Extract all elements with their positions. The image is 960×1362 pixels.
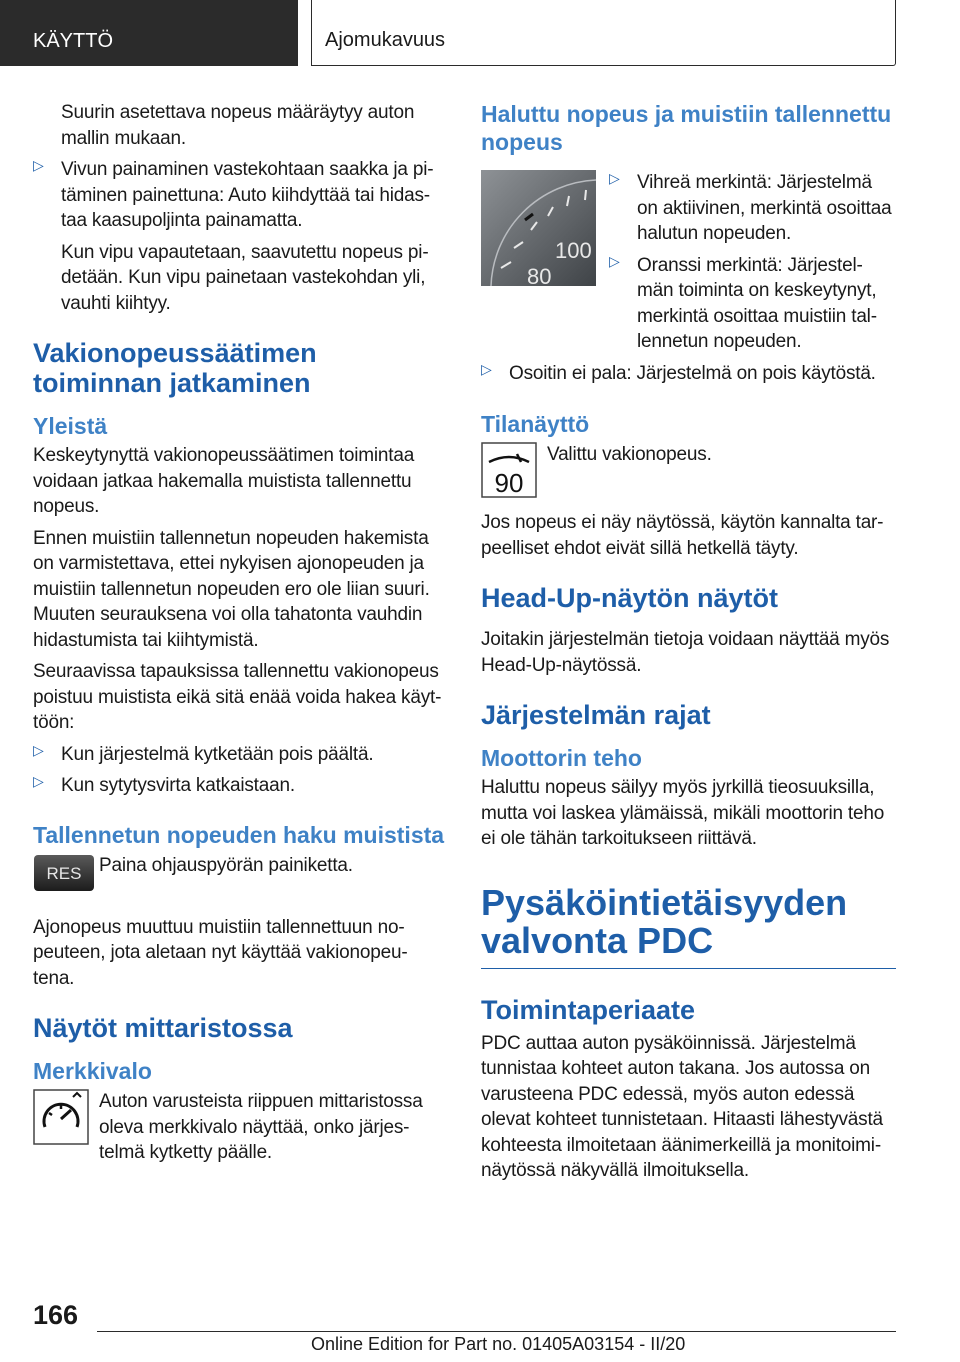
chapter-tab: Ajomukavuus <box>311 0 896 66</box>
res-button-icon <box>33 853 95 893</box>
heading-limits: Järjestelmän rajat <box>481 700 711 730</box>
indicator-text: Auton varusteista riippuen mittaristossa oleva merkkivalo näyttää, onko järjes-telmä kytketty päälle. <box>99 1091 423 1163</box>
cruise-control-icon <box>33 1089 89 1145</box>
section-tab: KÄYTTÖ <box>0 0 298 66</box>
set-speed-icon <box>481 442 537 498</box>
heading-engine-power: Moottorin teho <box>481 745 642 771</box>
right-column <box>481 100 896 1190</box>
status-speed-number: 90 <box>494 468 524 498</box>
gauge-80-label: 80 <box>527 264 552 286</box>
heading-pdc: Pysäköintietäisyyden valvonta PDC <box>481 881 848 961</box>
heading-continue: Vakionopeussäätimen toiminnan jatkaminen <box>33 338 317 398</box>
paragraph-resume: Keskeytynyttä vakionopeussäätimen toimintaa voidaan jatkaa hakemalla muistista tallennettu nopeus. <box>33 445 415 517</box>
triangle-bullet-icon: ▷ <box>481 360 492 377</box>
triangle-bullet-icon: ▷ <box>33 157 44 173</box>
triangle-bullet-icon: ▷ <box>33 773 44 789</box>
status-row <box>481 442 896 504</box>
footer-rule <box>97 1331 896 1332</box>
triangle-bullet-icon: ▷ <box>609 170 620 186</box>
page-header <box>0 0 960 66</box>
bullet-green-mark: ▷ Vihreä merkintä: Järjestelmä on aktiivinen, merkintä osoittaa halutun nopeuden. <box>609 170 892 244</box>
paragraph-lever-release: Kun vipu vapautetaan, saavutettu nopeus pi-detään. Kun vipu painetaan vastekohdan yli, vauhti kiihtyy. <box>61 241 429 314</box>
speedometer-gauge-icon <box>481 170 596 286</box>
paragraph-status-note: Jos nopeus ei näy näytössä, käytön kannalta tar-peelliset ehdot eivät sillä hetkellä täyty. <box>481 512 884 559</box>
triangle-bullet-icon: ▷ <box>33 741 44 758</box>
res-row <box>33 853 445 915</box>
paragraph-cases: Seuraavissa tapauksissa tallennettu vakionopeus poistuu muistista eikä sitä enää voida hakea käyt-töön: <box>33 661 442 733</box>
paragraph-pdc: PDC auttaa auton pysäköinnissä. Järjestelmä tunnistaa kohteet auton takana. Jos autossa on varusteena PDC edessä, myös auton edessä olevat kohteet tunnistetaan. Hitaasti lähestyvästä kohteesta ilmoitetaan äänimerkeillä ja monitoimi-näytössä näkyvällä ilmoituksella. <box>481 1032 883 1181</box>
section-rule <box>481 968 896 969</box>
paragraph-max-speed: Suurin asetettava nopeus määräytyy auton mallin mukaan. <box>61 102 415 149</box>
heading-general: Yleistä <box>33 413 108 439</box>
paragraph-speed-change: Ajonopeus muuttuu muistiin tallennettuun no-peuteen, jota aletaan nyt käyttää vakionopeu-tena. <box>33 916 408 989</box>
page-number: 166 <box>33 1300 79 1330</box>
bullet-lever-press: ▷ Vivun painaminen vastekohtaan saakka ja pi-täminen painettuna: Auto kiihdyttää tai hidas-taa kaasupoljinta painamatta. <box>33 157 434 231</box>
res-instruction: Paina ohjauspyörän painiketta. <box>99 854 353 876</box>
heading-desired-speed: Haluttu nopeus ja muistiin tallennettu nopeus <box>481 101 892 155</box>
bullet-system-off: ▷ Kun järjestelmä kytketään pois päältä. <box>33 741 374 765</box>
heading-status: Tilanäyttö <box>481 411 590 437</box>
left-column <box>33 100 445 1172</box>
indicator-row <box>33 1089 445 1166</box>
heading-recall: Tallennetun nopeuden haku muistista <box>33 821 445 848</box>
bullet-no-mark: ▷ Osoitin ei pala: Järjestelmä on pois käytöstä. <box>481 360 876 384</box>
heading-displays: Näytöt mittaristossa <box>33 1013 293 1043</box>
bullet-orange-mark: ▷ Oranssi merkintä: Järjestel-män toiminta on keskeytynyt, merkintä osoittaa muistiin tal-lennetun nopeuden. <box>609 252 877 352</box>
heading-hud: Head-Up-näytön näytöt <box>481 583 778 613</box>
triangle-bullet-icon: ▷ <box>609 252 620 269</box>
status-text: Valittu vakionopeus. <box>547 444 712 465</box>
edition-text: Online Edition for Part no. 01405A03154 - II/20 <box>311 1334 686 1354</box>
gauge-100-label: 100 <box>555 238 592 263</box>
paragraph-engine: Haluttu nopeus säilyy myös jyrkillä tieosuuksilla, mutta voi laskea ylämäissä, mikäli moottorin teho ei ole tähän tarkoitukseen riittävä. <box>481 777 885 849</box>
res-label: RES <box>46 863 82 883</box>
paragraph-warning: Ennen muistiin tallennetun nopeuden hakemista on varmistettava, ettei nykyisen ajonopeuden ja muistiin tallennetun nopeuden ero ole liian suuri. Muuten seurauksena voi olla tahatonta vauhdin hidastumista tai kiihtymistä. <box>33 527 430 651</box>
gauge-row <box>481 170 896 355</box>
heading-principle: Toimintaperiaate <box>481 994 696 1025</box>
heading-indicator: Merkkivalo <box>33 1058 152 1084</box>
bullet-ignition-off: ▷ Kun sytytysvirta katkaistaan. <box>33 773 295 796</box>
paragraph-hud: Joitakin järjestelmän tietoja voidaan näyttää myös Head-Up-näytössä. <box>481 629 890 676</box>
